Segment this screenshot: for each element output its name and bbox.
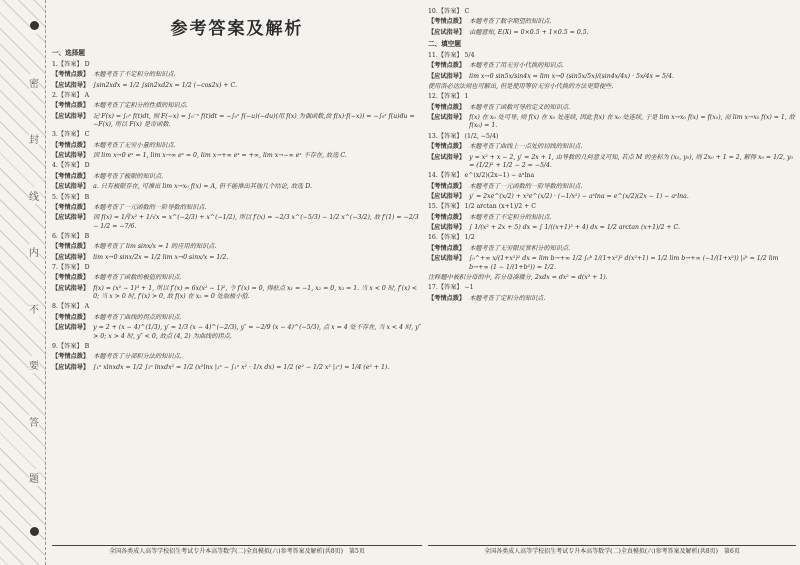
binding-dot	[30, 526, 39, 540]
explanation-row	[52, 285, 422, 302]
explanation-text: 因 lim x→0 eˣ = 1, lim x→∞ eˣ = 0, lim x→+∞ eˣ = +∞, lim x→−∞ eˣ 不存在, 故选 C.	[93, 152, 347, 160]
explanation-row	[428, 255, 796, 272]
answer-line: 15.【答案】 1/2 arctan (x+1)/2 + C	[428, 203, 537, 211]
explanation-row	[428, 154, 796, 171]
explanation-row	[428, 143, 796, 151]
explanation-text: ∫₁ᵉ xlnxdx = 1/2 ∫₁ᵉ lnxdx² = 1/2 (x²lnx |₁ᵉ − ∫₁ᵉ x² · 1/x dx) = 1/2 (e² − 1/2 x² |₁ᵉ) = 1/4 (e² + 1).	[93, 363, 390, 371]
explanation-tag: 【考情点拨】	[52, 102, 90, 110]
answer-item	[428, 172, 796, 201]
explanation-text: 由题意知, E(X) = 0×0.5 + 1×0.5 = 0.5.	[469, 28, 589, 36]
explanation-tag: 【考情点拨】	[52, 172, 90, 180]
explanation-text: lim x→0 sin5x/sin4x = lim x→0 (sin5x/5x)/(sin4x/4x) · 5x/4x = 5/4.	[469, 72, 674, 80]
page-footer: 全国各类成人高等学校招生考试专升本高等数学(二)全真模拟(六)参考答案及解析(共8页) 第6页	[428, 545, 796, 556]
answer-line: 3.【答案】 C	[52, 131, 90, 139]
explanation-tag: 【考情点拨】	[428, 182, 466, 190]
explanation-tag: 【考情点拨】	[428, 213, 466, 221]
page-title: 参考答案及解析	[170, 19, 304, 39]
explanation-text: y = 2 + (x − 4)^(1/3), y′ = 1/3 (x − 4)^(−2/3), y″ = −2/9 (x − 4)^(−5/3), 点 x = 4 处不存在, 当 x < 4 时, y″ > 0; x > 4 时, y″ < 0, 故点 (4, 2) 为曲线的拐点.	[93, 324, 421, 340]
explanation-row	[52, 314, 422, 322]
binding-char: 内	[29, 243, 39, 260]
answer-line: 17.【答案】 −1	[428, 284, 474, 292]
explanation-row	[52, 353, 422, 361]
explanation-tag: 【考情点拨】	[428, 62, 466, 70]
explanation-row	[52, 243, 422, 251]
answer-item	[428, 234, 796, 282]
explanation-tag: 【考情点拨】	[52, 313, 90, 321]
binding-strip	[0, 0, 46, 565]
explanation-tag: 【考情点拨】	[52, 71, 90, 79]
answer-line: 7.【答案】 D	[52, 264, 90, 272]
explanation-text: 本题考查了不定积分的知识点.	[93, 71, 176, 79]
explanation-row	[52, 254, 422, 262]
explanation-text: 本题考查了数学期望的知识点.	[469, 18, 552, 26]
explanation-row	[428, 214, 796, 222]
answer-line: 9.【答案】 B	[52, 342, 90, 350]
explanation-text: 本题考查了曲线上一点处的切线的知识点.	[469, 143, 583, 151]
explanation-tag: 【应试指导】	[428, 193, 466, 200]
explanation-text: 本题考查了曲线的拐点的知识点.	[93, 313, 182, 321]
answer-line: 5.【答案】 B	[52, 193, 90, 201]
explanation-row	[428, 183, 796, 191]
answer-line: 11.【答案】 5/4	[428, 51, 475, 59]
explanation-row	[428, 193, 796, 201]
answer-line: 8.【答案】 A	[52, 303, 90, 311]
binding-dot	[30, 20, 39, 34]
explanation-tag: 【应试指导】	[52, 81, 90, 89]
answer-line: 1.【答案】 D	[52, 60, 90, 68]
answer-item	[428, 133, 796, 170]
explanation-tag: 【考情点拨】	[52, 243, 90, 251]
explanation-tag: 【考情点拨】	[428, 18, 466, 26]
answer-item	[52, 162, 422, 191]
answer-item	[52, 303, 422, 340]
explanation-row	[428, 18, 796, 26]
binding-char: 封	[29, 130, 39, 147]
question-list	[428, 8, 796, 37]
explanation-tag: 【考情点拨】	[52, 203, 90, 211]
section-heading: 一、选择题	[52, 48, 85, 57]
explanation-row	[52, 324, 422, 341]
right-page	[428, 6, 796, 556]
binding-seal-text	[24, 20, 44, 540]
explanation-text: 本题考查了无穷限反常积分的知识点.	[469, 244, 571, 252]
answer-line: 10.【答案】 C	[428, 8, 470, 15]
section-heading: 二、填空题	[428, 40, 461, 49]
explanation-text: 因 f(x) = 1/∛x² + 1/√x = x^(−2/3) + x^(−1/2), 所以 f′(x) = −2/3 x^(−5/3) − 1/2 x^(−3/2), 故 f′(1) = −2/3 − 1/2 = −7/6.	[93, 214, 419, 230]
answer-line: 12.【答案】 1	[428, 93, 469, 101]
answer-item	[52, 233, 422, 262]
explanation-tag: 【应试指导】	[428, 255, 466, 263]
explanation-text: 注释题中被积分母的中, 若分母凑微分, 2xdx = dx² = d(x² + 1).	[428, 273, 608, 281]
explanation-text: 本题考查了一元函数的一阶导数的知识点.	[93, 203, 207, 211]
explanation-tag: 【考情点拨】	[428, 294, 466, 302]
explanation-tag: 【考情点拨】	[428, 244, 466, 252]
answer-line: 16.【答案】 1/2	[428, 234, 475, 242]
explanation-text: 记 F(x) = ∫₀ˣ f(t)dt, 则 F(−x) = ∫₀⁻ˣ f(t)dt = −∫₀ˣ f(−u)(−du)(用 f(x) 为偶函数,故 f(x)·f(−x)) = −∫₀ˣ f(u)du = −F(x), 所以 F(x) 是奇函数.	[93, 112, 415, 128]
page-footer: 全国各类成人高等学校招生考试专升本高等数学(二)全真模拟(六)参考答案及解析(共8页) 第5页	[52, 545, 422, 556]
explanation-tag: 【考情点拨】	[52, 274, 90, 282]
binding-char: 线	[29, 187, 39, 204]
explanation-tag: 【应试指导】	[428, 114, 466, 122]
explanation-text: lim x→0 sinx/2x = 1/2 lim x→0 sinx/x = 1/2.	[93, 253, 229, 261]
left-page	[52, 6, 422, 556]
answer-item	[52, 131, 422, 160]
answer-line: 14.【答案】 e^(x/2)(2x−1) − aˣlna	[428, 172, 535, 180]
explanation-tag: 【应试指导】	[52, 363, 90, 371]
explanation-tag: 【考情点拨】	[52, 353, 90, 361]
answer-line: 6.【答案】 B	[52, 232, 90, 240]
binding-char: 题	[29, 469, 39, 486]
answer-item	[52, 264, 422, 301]
binding-char: 要	[29, 356, 39, 373]
explanation-text: a. 只有极限存在, 可推出 lim x→x₀ f(x) = A, 但不能推出其他几个结论, 故选 D.	[93, 183, 312, 191]
answer-item	[52, 343, 422, 372]
explanation-tag: 【应试指导】	[52, 324, 90, 332]
explanation-row	[428, 295, 796, 303]
explanation-tag: 【应试指导】	[52, 183, 90, 191]
explanation-tag: 【应试指导】	[52, 112, 90, 120]
answer-item	[428, 284, 796, 303]
question-list	[52, 61, 422, 372]
explanation-row	[428, 245, 796, 253]
answer-item	[52, 61, 422, 90]
explanation-tag: 【考情点拨】	[428, 143, 466, 151]
explanation-tag: 【应试指导】	[52, 284, 90, 292]
explanation-text: 使用洛必达法则也可解出, 但是使用等价无穷小代换的方法更简便些.	[428, 83, 614, 91]
explanation-text: 本题考查了分部积分法的知识点.	[93, 353, 182, 361]
answer-line: 13.【答案】 (1/2, −5/4)	[428, 132, 499, 140]
answer-line: 4.【答案】 D	[52, 162, 90, 170]
explanation-text: 本题考查了极限的知识点.	[93, 172, 164, 180]
explanation-row	[52, 82, 422, 90]
explanation-tag: 【应试指导】	[52, 152, 90, 160]
explanation-row	[52, 152, 422, 160]
explanation-row	[52, 204, 422, 212]
explanation-text: 本题考查了函数可导的定义的知识点.	[469, 103, 571, 111]
answer-item	[52, 92, 422, 129]
explanation-row	[428, 83, 796, 91]
explanation-text: 本题考查了用无穷小代换的知识点.	[469, 62, 564, 70]
explanation-row	[428, 29, 796, 37]
explanation-row	[52, 214, 422, 231]
explanation-text: 本题考查了定积分的性质的知识点.	[93, 102, 188, 110]
explanation-tag: 【考情点拨】	[428, 103, 466, 111]
explanation-row	[428, 104, 796, 112]
explanation-row	[428, 62, 796, 70]
answer-item	[428, 8, 796, 37]
explanation-row	[52, 364, 422, 372]
explanation-tag: 【应试指导】	[428, 224, 466, 232]
binding-char: 不	[29, 300, 39, 317]
answer-line: 2.【答案】 A	[52, 91, 90, 99]
explanation-text: 本题考查了定积分的知识点.	[469, 294, 546, 302]
explanation-row	[52, 183, 422, 191]
explanation-tag: 【应试指导】	[428, 153, 466, 161]
explanation-text: ∫ 1/(x² + 2x + 5) dx = ∫ 1/((x+1)² + 4) dx = 1/2 arctan (x+1)/2 + C.	[469, 224, 681, 232]
explanation-row	[428, 114, 796, 131]
explanation-row	[52, 71, 422, 79]
explanation-tag: 【考情点拨】	[52, 141, 90, 149]
explanation-row	[428, 224, 796, 232]
explanation-tag: 【应试指导】	[52, 214, 90, 222]
explanation-row	[52, 113, 422, 130]
explanation-text: 本题考查了一元函数的一阶导数的知识点.	[469, 182, 583, 190]
answer-item	[428, 93, 796, 130]
binding-char: 答	[29, 413, 39, 430]
explanation-text: f(x) = (x² − 1)³ + 1, 所以 f′(x) = 6x(x² − 1)², 令 f′(x) = 0, 得驻点 x₁ = −1, x₂ = 0, x₃ = 1. 当 x < 0 时, f′(x) < 0; 当 x > 0 时, f′(x) > 0, 故 f(x) 在 x₂ = 0 处取极小值.	[93, 284, 418, 301]
question-list	[428, 52, 796, 303]
explanation-row	[52, 173, 422, 181]
answer-item	[52, 194, 422, 231]
answer-item	[428, 203, 796, 232]
explanation-text: ∫sin2xdx = 1/2 ∫sin2xd2x = 1/2 (−cos2x) + C.	[93, 81, 238, 89]
explanation-text: y = x² + x − 2, y′ = 2x + 1, 由导数的几何意义可知, 若点 M 的坐标为 (x₀, y₀), 则 2x₀ + 1 = 2, 解得 x₀ = 1/2, y₀ = (1/2)² + 1/2 − 2 = −5/4.	[469, 153, 793, 169]
explanation-text: y′ = 2xe^(x/2) + x²e^(x/2) · (−1/x²) − aˣlna = e^(x/2)(2x − 1) − aˣlna.	[469, 193, 689, 200]
explanation-text: 本题考查了无穷小量的知识点.	[93, 141, 176, 149]
explanation-tag: 【应试指导】	[428, 72, 466, 80]
explanation-row	[428, 73, 796, 81]
explanation-row	[52, 274, 422, 282]
answer-item	[428, 52, 796, 91]
explanation-text: 本题考查了 lim sinx/x = 1 的应用的知识点.	[93, 243, 217, 251]
explanation-text: ∫₀^+∞ x/(1+x²)² dx = lim b→+∞ 1/2 ∫₀ᵇ 1/(1+x²)² d(x²+1) = 1/2 lim b→+∞ (−1/(1+x²)) |₀ᵇ = 1/2 lim b→+∞ (1 − 1/(1+b²)) = 1/2.	[469, 255, 779, 271]
explanation-text: 本题考查了不定积分的知识点.	[469, 213, 552, 221]
explanation-row	[52, 142, 422, 150]
explanation-row	[428, 274, 796, 282]
explanation-tag: 【应试指导】	[428, 28, 466, 36]
explanation-row	[52, 102, 422, 110]
explanation-text: f(x) 在 x₀ 处可导, 则 f(x) 在 x₀ 处连续, 因此 f(x) 在 x₀ 处连续, 于是 lim x→x₀ f(x) = f(x₀), 而 lim x→x₀ f(x) = 1, 故 f(x₀) = 1.	[469, 114, 795, 130]
binding-char: 密	[29, 74, 39, 91]
explanation-tag: 【应试指导】	[52, 253, 90, 261]
explanation-text: 本题考查了函数的极值的知识点.	[93, 274, 182, 282]
